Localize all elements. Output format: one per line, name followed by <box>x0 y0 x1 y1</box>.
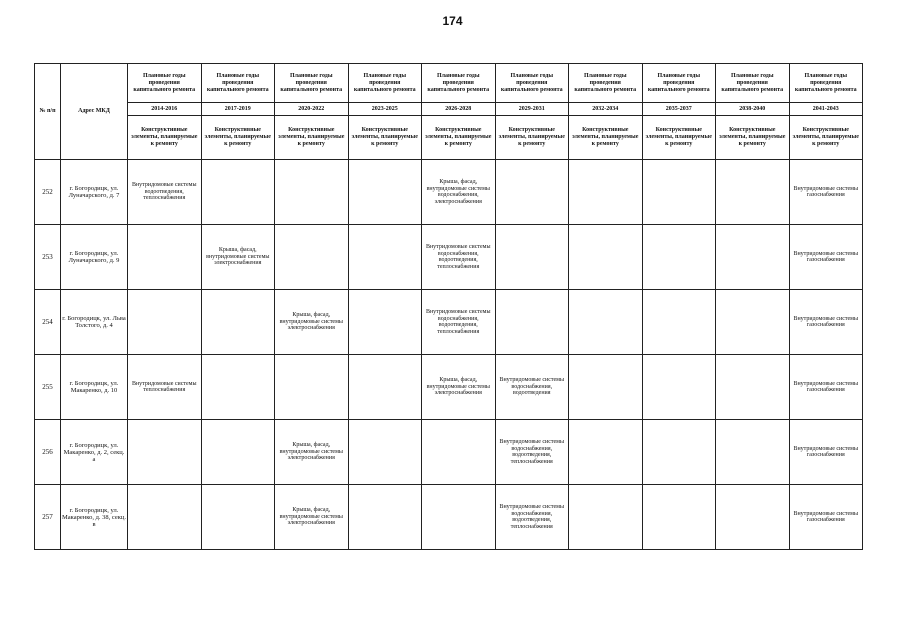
repair-cell <box>201 485 275 550</box>
repair-cell: Внутридомовые системы теплоснабжения <box>128 355 202 420</box>
row-address: г. Богородицк, ул. Луначарского, д. 7 <box>61 160 128 225</box>
elements-header: Конструктивные элементы, планируемые к ремонту <box>789 116 863 160</box>
repair-cell <box>716 290 790 355</box>
repair-cell <box>422 485 496 550</box>
repair-cell <box>495 225 569 290</box>
planned-years-header: Плановые годы проведения капитального ремонта <box>495 64 569 103</box>
repair-cell <box>128 290 202 355</box>
table-row <box>35 485 863 550</box>
elements-header: Конструктивные элементы, планируемые к ремонту <box>422 116 496 160</box>
elements-header: Конструктивные элементы, планируемые к ремонту <box>642 116 716 160</box>
repair-cell <box>569 225 643 290</box>
repair-cell <box>348 420 422 485</box>
repair-cell <box>348 485 422 550</box>
planned-years-header: Плановые годы проведения капитального ремонта <box>716 64 790 103</box>
repair-cell: Крыша, фасад, внутридомовые системы электроснабжения <box>201 225 275 290</box>
repair-cell <box>642 420 716 485</box>
planned-years-header: Плановые годы проведения капитального ремонта <box>348 64 422 103</box>
table-row <box>35 290 863 355</box>
repair-cell: Внутридомовые системы газоснабжения <box>789 355 863 420</box>
planned-years-header: Плановые годы проведения капитального ремонта <box>569 64 643 103</box>
repair-cell <box>642 485 716 550</box>
row-address: г. Богородицк, ул. Макаренко, д. 2, секц. а <box>61 420 128 485</box>
repair-cell <box>201 355 275 420</box>
row-number: 257 <box>35 485 61 550</box>
repair-cell <box>642 160 716 225</box>
row-address: г. Богородицк, ул. Луначарского, д. 9 <box>61 225 128 290</box>
table-row <box>35 225 863 290</box>
repair-cell <box>642 225 716 290</box>
table-row <box>35 420 863 485</box>
repair-cell <box>642 355 716 420</box>
repair-cell <box>275 160 349 225</box>
repair-cell <box>275 355 349 420</box>
repair-cell <box>495 290 569 355</box>
elements-header: Конструктивные элементы, планируемые к ремонту <box>201 116 275 160</box>
repair-cell: Крыша, фасад, внутридомовые системы электроснабжения <box>275 420 349 485</box>
page-number: 174 <box>442 14 463 28</box>
table-header <box>35 64 863 160</box>
repair-cell <box>348 355 422 420</box>
repair-cell <box>128 485 202 550</box>
repair-cell <box>348 290 422 355</box>
repair-cell <box>716 225 790 290</box>
elements-header: Конструктивные элементы, планируемые к ремонту <box>716 116 790 160</box>
elements-header: Конструктивные элементы, планируемые к ремонту <box>348 116 422 160</box>
period-header: 2014-2016 <box>128 103 202 116</box>
repair-cell <box>201 290 275 355</box>
row-address: г. Богородицк, ул. Макаренко, д. 10 <box>61 355 128 420</box>
repair-cell <box>495 160 569 225</box>
planned-years-header: Плановые годы проведения капитального ремонта <box>642 64 716 103</box>
num-header: № п/п <box>35 64 61 160</box>
period-header: 2038-2040 <box>716 103 790 116</box>
elements-header: Конструктивные элементы, планируемые к ремонту <box>569 116 643 160</box>
repair-cell: Внутридомовые системы водоотведения, теплоснабжения <box>128 160 202 225</box>
repair-cell <box>569 355 643 420</box>
row-number: 254 <box>35 290 61 355</box>
repair-cell <box>348 160 422 225</box>
period-header: 2041-2043 <box>789 103 863 116</box>
repair-cell: Внутридомовые системы газоснабжения <box>789 485 863 550</box>
table-row <box>35 355 863 420</box>
repair-cell <box>569 160 643 225</box>
repair-cell <box>348 225 422 290</box>
row-number: 253 <box>35 225 61 290</box>
elements-header: Конструктивные элементы, планируемые к ремонту <box>128 116 202 160</box>
repair-cell <box>201 420 275 485</box>
repair-cell: Внутридомовые системы водоснабжения, водоотведения, теплоснабжения <box>422 290 496 355</box>
planned-years-header: Плановые годы проведения капитального ремонта <box>789 64 863 103</box>
repair-cell <box>716 355 790 420</box>
row-number: 255 <box>35 355 61 420</box>
repair-cell <box>128 225 202 290</box>
table-row <box>35 160 863 225</box>
repair-cell <box>201 160 275 225</box>
period-header: 2017-2019 <box>201 103 275 116</box>
repair-cell <box>569 290 643 355</box>
repair-cell: Внутридомовые системы водоснабжения, водоотведения <box>495 355 569 420</box>
row-address: г. Богородицк, ул. Макаренко, д. 38, секц. в <box>61 485 128 550</box>
row-address: г. Богородицк, ул. Льва Толстого, д. 4 <box>61 290 128 355</box>
planned-years-header: Плановые годы проведения капитального ремонта <box>275 64 349 103</box>
elements-header: Конструктивные элементы, планируемые к ремонту <box>495 116 569 160</box>
repair-cell: Внутридомовые системы газоснабжения <box>789 160 863 225</box>
repair-cell <box>569 485 643 550</box>
repair-cell <box>128 420 202 485</box>
repair-cell: Внутридомовые системы газоснабжения <box>789 290 863 355</box>
repair-cell <box>716 420 790 485</box>
repair-cell: Крыша, фасад, внутридомовые системы электроснабжения <box>275 485 349 550</box>
row-number: 252 <box>35 160 61 225</box>
period-header: 2032-2034 <box>569 103 643 116</box>
repair-cell: Крыша, фасад, внутридомовые системы электроснабжения <box>422 355 496 420</box>
repair-cell: Внутридомовые системы водоснабжения, водоотведения, теплоснабжения <box>495 420 569 485</box>
repair-cell <box>716 485 790 550</box>
repair-cell: Крыша, фасад, внутридомовые системы водоснабжения, электроснабжения <box>422 160 496 225</box>
address-header: Адрес МКД <box>61 64 128 160</box>
repair-cell <box>569 420 643 485</box>
planned-years-header: Плановые годы проведения капитального ремонта <box>422 64 496 103</box>
period-header: 2029-2031 <box>495 103 569 116</box>
repair-cell: Внутридомовые системы водоснабжения, водоотведения, теплоснабжения <box>422 225 496 290</box>
period-header: 2035-2037 <box>642 103 716 116</box>
table-body <box>35 160 863 550</box>
capital-repair-table <box>34 63 863 550</box>
repair-cell <box>716 160 790 225</box>
elements-header: Конструктивные элементы, планируемые к ремонту <box>275 116 349 160</box>
period-header: 2023-2025 <box>348 103 422 116</box>
repair-cell: Внутридомовые системы газоснабжения <box>789 225 863 290</box>
repair-cell <box>275 225 349 290</box>
repair-cell <box>642 290 716 355</box>
period-header: 2026-2028 <box>422 103 496 116</box>
planned-years-header: Плановые годы проведения капитального ремонта <box>201 64 275 103</box>
planned-years-header: Плановые годы проведения капитального ремонта <box>128 64 202 103</box>
row-number: 256 <box>35 420 61 485</box>
repair-cell: Внутридомовые системы газоснабжения <box>789 420 863 485</box>
repair-cell <box>422 420 496 485</box>
repair-cell: Крыша, фасад, внутридомовые системы электроснабжения <box>275 290 349 355</box>
period-header: 2020-2022 <box>275 103 349 116</box>
repair-cell: Внутридомовые системы водоснабжения, водоотведения, теплоснабжения <box>495 485 569 550</box>
